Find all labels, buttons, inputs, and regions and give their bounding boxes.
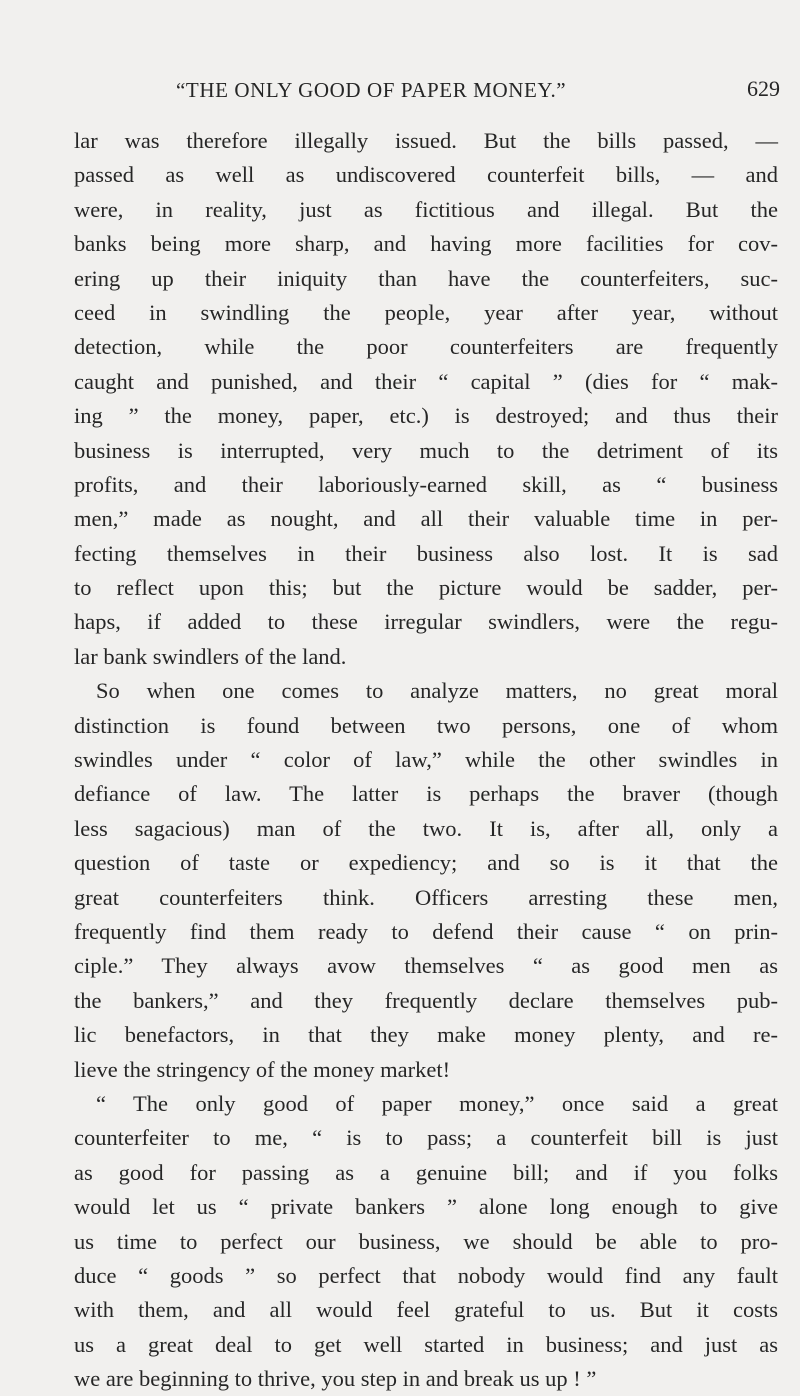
text-line: question of taste or expediency; and so is it that the [74, 850, 778, 876]
text-line: So when one comes to analyze matters, no great moral [96, 678, 778, 704]
text-line: duce “ goods ” so perfect that nobody would find any fault [74, 1262, 778, 1288]
text-line: men,” made as nought, and all their valuable time in per- [74, 506, 778, 532]
text-line: as good for passing as a genuine bill; and if you folks [74, 1159, 778, 1185]
text-line: were, in reality, just as fictitious and illegal. But the [74, 196, 778, 222]
text-line: lar was therefore illegally issued. But the bills passed, — [74, 128, 778, 153]
text-line: to reflect upon this; but the picture would be sadder, per- [74, 575, 778, 601]
text-line: ciple.” They always avow themselves “ as good men as [74, 953, 778, 979]
text-line: banks being more sharp, and having more facilities for cov- [74, 231, 778, 257]
text-line: the bankers,” and they frequently declare themselves pub- [74, 987, 778, 1013]
text-line: detection, while the poor counterfeiters are frequently [74, 334, 778, 360]
text-line: less sagacious) man of the two. It is, after all, only a [74, 815, 778, 841]
running-head [176, 72, 780, 108]
text-line: we are beginning to thrive, you step in and break us up ! ” [74, 1366, 597, 1392]
text-line: swindles under “ color of law,” while the other swindles in [74, 747, 778, 773]
text-line: lieve the stringency of the money market! [74, 1056, 451, 1082]
text-line: ing ” the money, paper, etc.) is destroyed; and thus their [74, 403, 778, 429]
text-line: frequently find them ready to defend their cause “ on prin- [74, 918, 778, 944]
text-line: business is interrupted, very much to the detriment of its [74, 437, 778, 463]
page-number: 629 [747, 76, 780, 101]
text-line: “ The only good of paper money,” once said a great [96, 1090, 778, 1116]
text-line: great counterfeiters think. Officers arresting these men, [74, 884, 778, 910]
text-line: fecting themselves in their business also lost. It is sad [74, 540, 778, 566]
text-line: us time to perfect our business, we should be able to pro- [74, 1228, 778, 1254]
text-line: ering up their iniquity than have the counterfeiters, suc- [74, 265, 778, 291]
text-line: distinction is found between two persons, one of whom [74, 712, 778, 738]
body-text [74, 124, 778, 1396]
text-line: counterfeiter to me, “ is to pass; a counterfeit bill is just [74, 1125, 778, 1151]
text-line: passed as well as undiscovered counterfeit bills, — and [74, 162, 778, 188]
text-line: ceed in swindling the people, year after year, without [74, 299, 778, 325]
text-line: defiance of law. The latter is perhaps the braver (though [74, 781, 778, 807]
text-line: caught and punished, and their “ capital ” (dies for “ mak- [74, 368, 778, 394]
text-line: haps, if added to these irregular swindlers, were the regu- [74, 609, 778, 635]
text-line: profits, and their laboriously-earned skill, as “ business [74, 471, 778, 497]
running-title: “THE ONLY GOOD OF PAPER MONEY.” [176, 78, 567, 102]
text-line: with them, and all would feel grateful to us. But it costs [74, 1297, 778, 1323]
text-line: would let us “ private bankers ” alone long enough to give [74, 1194, 778, 1220]
text-line: lic benefactors, in that they make money plenty, and re- [74, 1022, 778, 1048]
text-line: lar bank swindlers of the land. [74, 643, 347, 669]
text-line: us a great deal to get well started in business; and just as [74, 1331, 778, 1357]
